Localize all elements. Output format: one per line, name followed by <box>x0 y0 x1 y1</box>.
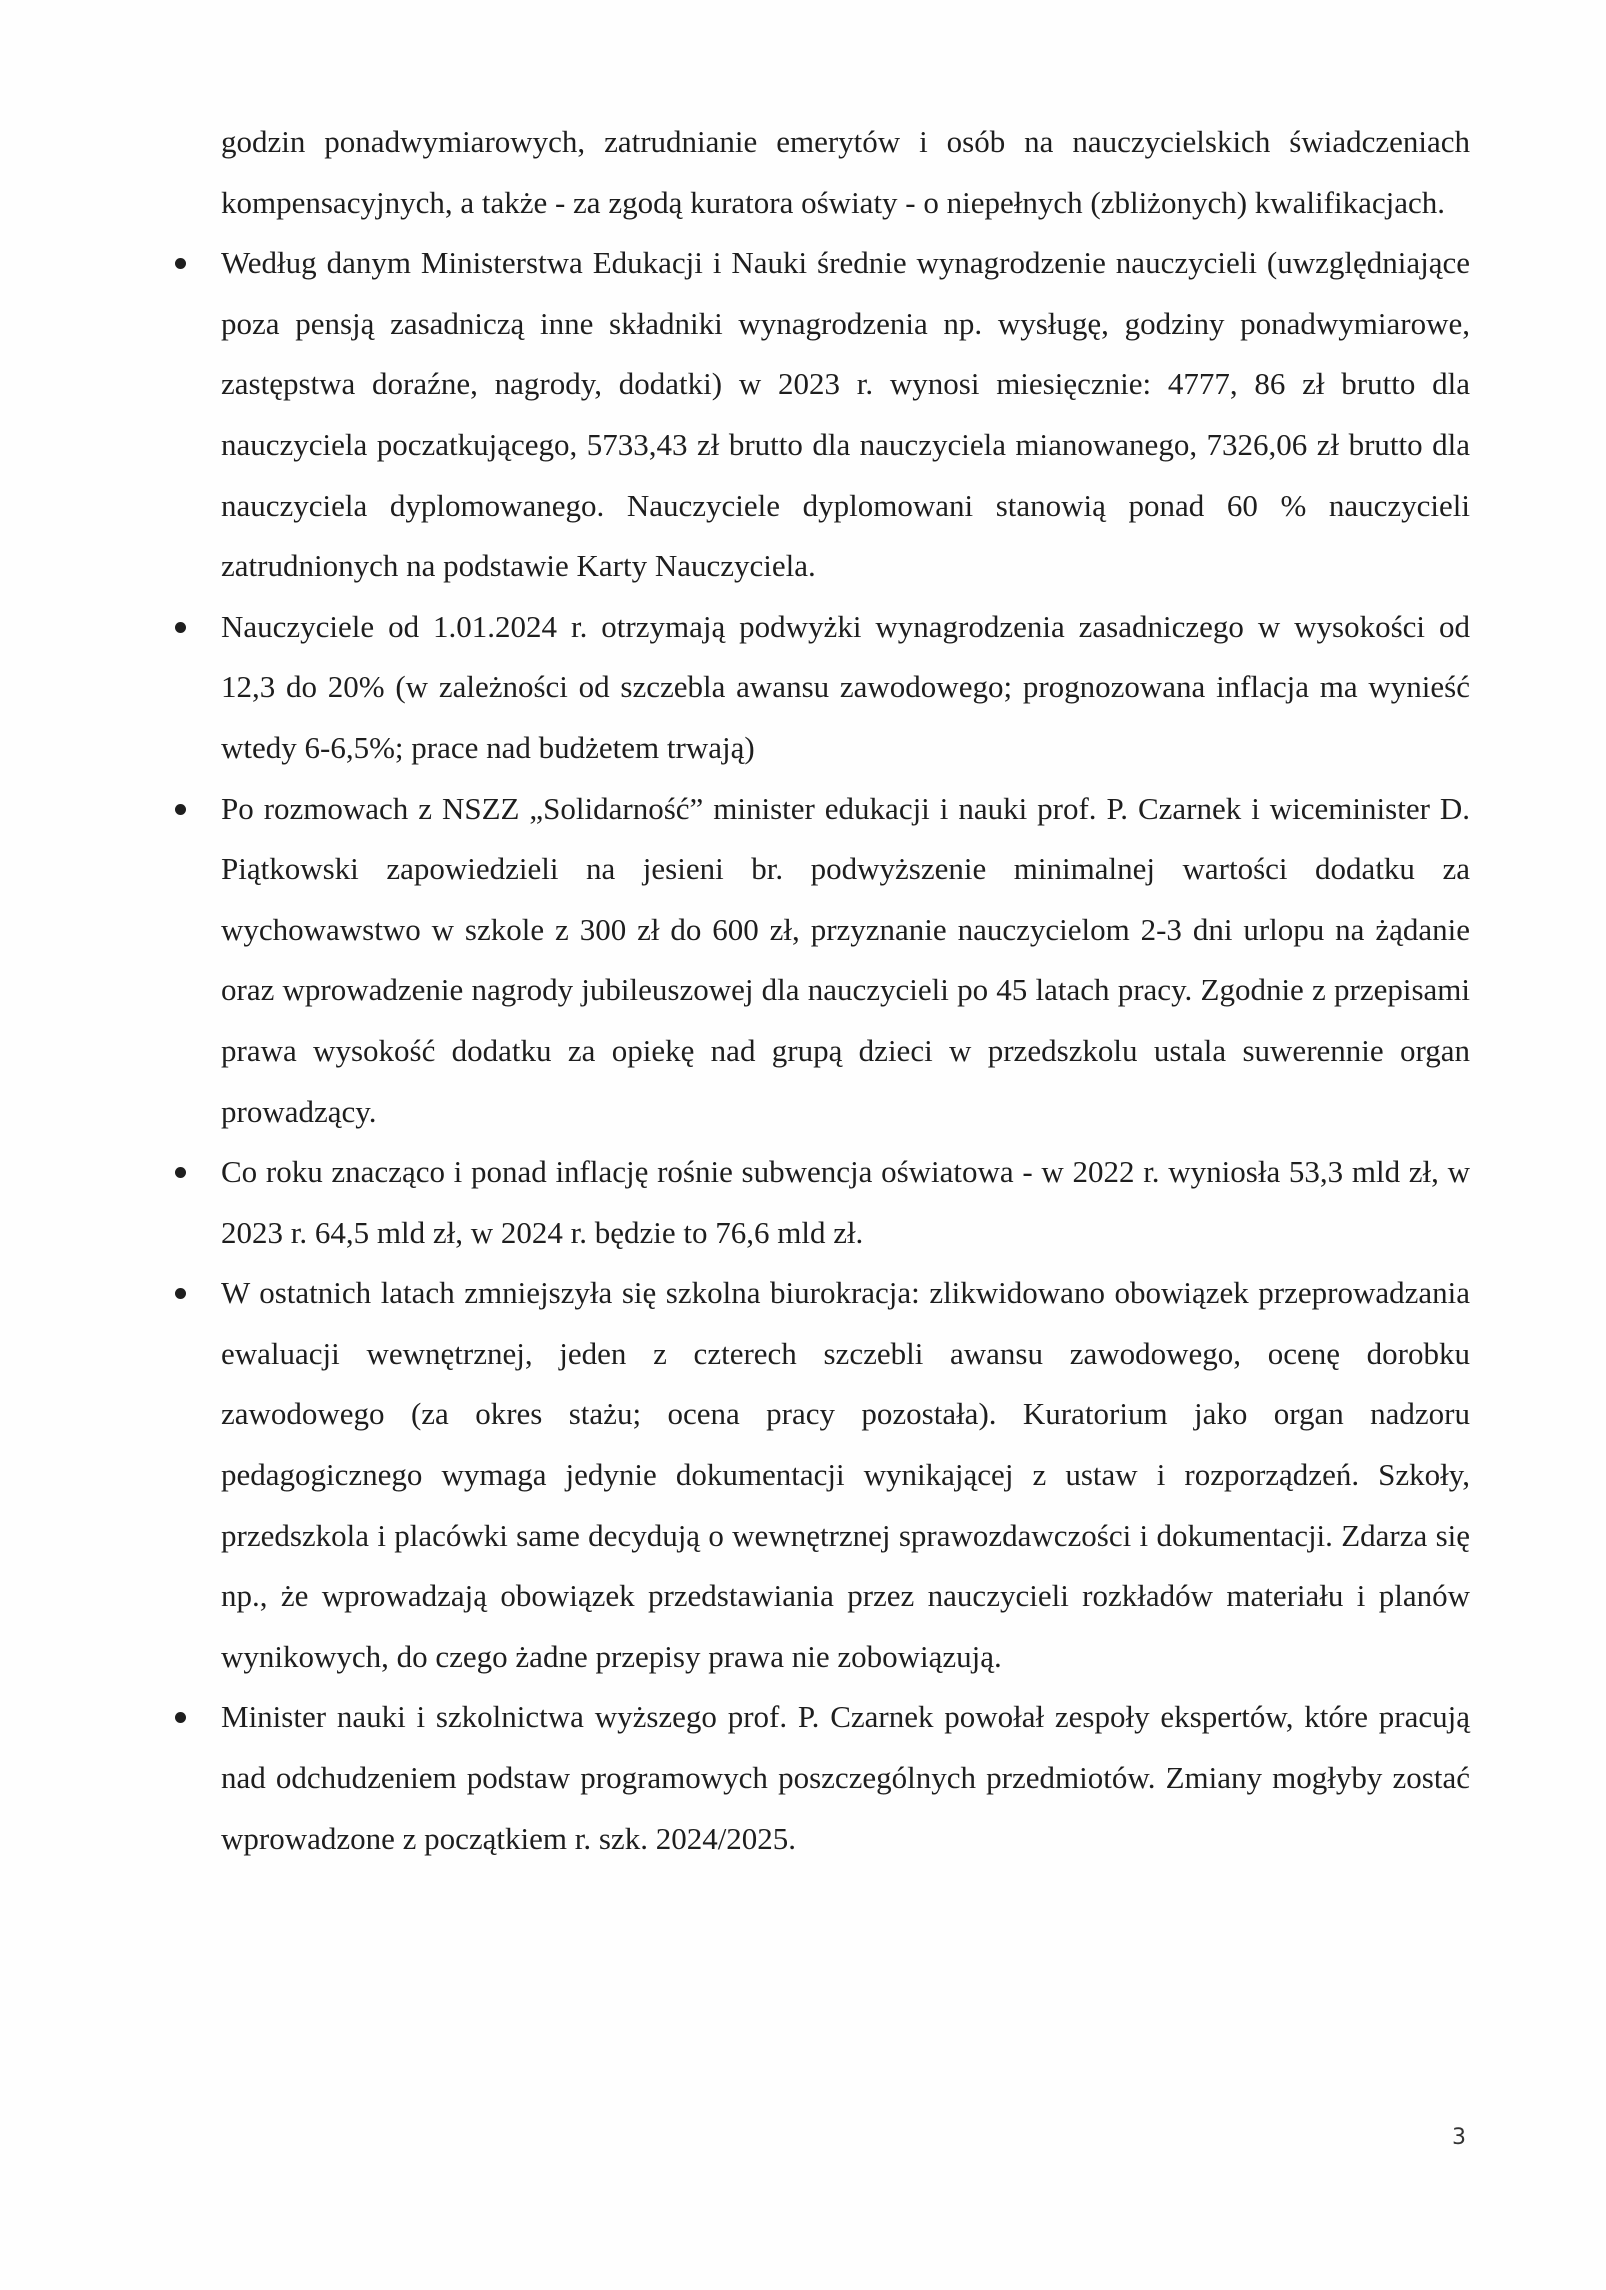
bullet-text: Minister nauki i szkolnictwa wyższego prof. P. Czarnek powołał zespoły ekspertów, które pracują nad odchudzeniem podstaw programowych poszczególnych przedmiotów. Zmiany mogłyby zostać wprowadzone z początkiem r. szk. 2024/2025. <box>221 1699 1470 1856</box>
bullet-text: W ostatnich latach zmniejszyła się szkolna biurokracja: zlikwidowano obowiązek przeprowadzania ewaluacji wewnętrznej, jeden z czterech szczebli awansu zawodowego, ocenę dorobku zawodowego (za okres stażu; ocena pracy pozostała). Kuratorium jako organ nadzoru pedagogicznego wymaga jedynie dokumentacji wynikającej z ustaw i rozporządzeń. Szkoły, przedszkola i placówki same decydują o wewnętrznej sprawozdawczości i dokumentacji. Zdarza się np., że wprowadzają obowiązek przedstawiania przez nauczycieli rozkładów materiału i planów wynikowych, do czego żadne przepisy prawa nie zobowiązują. <box>221 1275 1470 1674</box>
bullet-text: Nauczyciele od 1.01.2024 r. otrzymają podwyżki wynagrodzenia zasadniczego w wysokości od 12,3 do 20% (w zależności od szczebla awansu zawodowego; prognozowana inflacja ma wynieść wtedy 6-6,5%; prace nad budżetem trwają) <box>221 608 1470 765</box>
page-number: 3 <box>1452 2125 1466 2150</box>
bullet-item-teacher-salaries <box>221 233 1470 597</box>
bullet-dot-icon <box>175 1167 186 1178</box>
bullet-item-salary-raise-2024 <box>221 597 1470 779</box>
bullet-text: Po rozmowach z NSZZ „Solidarność” minister edukacji i nauki prof. P. Czarnek i wiceminister D. Piątkowski zapowiedzieli na jesieni br. podwyższenie minimalnej wartości dodatku za wychowawstwo w szkole z 300 zł do 600 zł, przyznanie nauczycielom 2-3 dni urlopu na żądanie oraz wprowadzenie nagrody jubileuszowej dla nauczycieli po 45 latach pracy. Zgodnie z przepisami prawa wysokość dodatku za opiekę nad grupą dzieci w przedszkolu ustala suwerennie organ prowadzący. <box>221 790 1470 1129</box>
bullet-text: Co roku znacząco i ponad inflację rośnie subwencja oświatowa - w 2022 r. wyniosła 53,3 mld zł, w 2023 r. 64,5 mld zł, w 2024 r. będzie to 76,6 mld zł. <box>221 1154 1470 1250</box>
bullet-dot-icon <box>175 622 186 633</box>
document-body <box>221 112 1470 1869</box>
bullet-item-bureaucracy <box>221 1263 1470 1687</box>
bullet-item-education-subsidy <box>221 1142 1470 1263</box>
continuation-paragraph: godzin ponadwymiarowych, zatrudnianie emerytów i osób na nauczycielskich świadczeniach kompensacyjnych, a także - za zgodą kuratora oświaty - o niepełnych (zbliżonych) kwalifikacjach. <box>221 124 1470 220</box>
bullet-dot-icon <box>175 1288 186 1299</box>
bullet-item-curriculum-experts <box>221 1687 1470 1869</box>
bullet-dot-icon <box>175 258 186 269</box>
bullet-dot-icon <box>175 804 186 815</box>
bullet-item-solidarnosc-talks <box>221 779 1470 1143</box>
bullet-dot-icon <box>175 1712 186 1723</box>
bullet-text: Według danym Ministerstwa Edukacji i Nauki średnie wynagrodzenie nauczycieli (uwzględniające poza pensją zasadniczą inne składniki wynagrodzenia np. wysługę, godziny ponadwymiarowe, zastępstwa doraźne, nagrody, dodatki) w 2023 r. wynosi miesięcznie: 4777, 86 zł brutto dla nauczyciela poczatkującego, 5733,43 zł brutto dla nauczyciela mianowanego, 7326,06 zł brutto dla nauczyciela dyplomowanego. Nauczyciele dyplomowani stanowią ponad 60 % nauczycieli zatrudnionych na podstawie Karty Nauczyciela. <box>221 245 1470 584</box>
bullet-list <box>221 233 1470 1869</box>
